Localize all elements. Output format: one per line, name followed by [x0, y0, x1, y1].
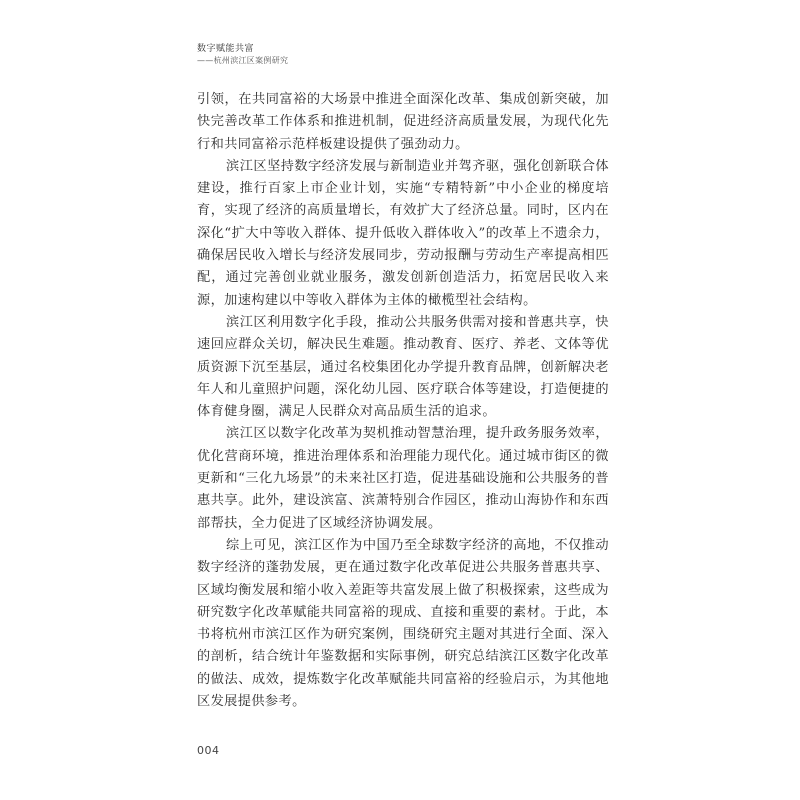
body-text [197, 89, 609, 713]
running-header [197, 44, 497, 66]
page-number: 004 [197, 744, 220, 757]
header-title: 数字赋能共富 [197, 44, 255, 54]
header-subtitle: ——杭州滨江区案例研究 [197, 56, 289, 65]
paragraph: 滨江区以数字化改革为契机推动智慧治理，提升政务服务效率，优化营商环境，推进治理体系和治理能力现代化。通过城市街区的微更新和“三化九场景”的未来社区打造，促进基础设施和公共服务的普惠共享。此外，建设滨富、滨萧特别合作园区，推动山海协作和东西部帮扶，全力促进了区域经济协调发展。 [197, 426, 609, 531]
paragraph-continued: 引领，在共同富裕的大场景中推进全面深化改革、集成创新突破，加快完善改革工作体系和推进机制，促进经济高质量发展，为现代化先行和共同富裕示范样板建设提供了强劲动力。 [197, 92, 609, 152]
paragraph: 综上可见，滨江区作为中国乃至全球数字经济的高地，不仅推动数字经济的蓬勃发展，更在通过数字化改革促进公共服务普惠共享、区域均衡发展和缩小收入差距等共富发展上做了积极探索，这些成为研究数字化改革赋能共同富裕的现成、直接和重要的素材。于此，本书将杭州市滨江区作为研究案例，围绕研究主题对其进行全面、深入的剖析，结合统计年鉴数据和实际事例，研究总结滨江区数字化改革的做法、成效，提炼数字化改革赋能共同富裕的经验启示，为其他地区发展提供参考。 [197, 537, 609, 710]
paragraph: 滨江区坚持数字经济发展与新制造业并驾齐驱，强化创新联合体建设，推行百家上市企业计划，实施“专精特新”中小企业的梯度培育，实现了经济的高质量增长，有效扩大了经济总量。同时，区内在深化“扩大中等收入群体、提升低收入群体收入”的改革上不遗余力，确保居民收入增长与经济发展同步，劳动报酬与劳动生产率提高相匹配，通过完善创业就业服务，激发创新创造活力，拓宽居民收入来源，加速构建以中等收入群体为主体的橄榄型社会结构。 [197, 158, 609, 308]
paragraph: 滨江区利用数字化手段，推动公共服务供需对接和普惠共享，快速回应群众关切，解决民生难题。推动教育、医疗、养老、文体等优质资源下沉至基层，通过名校集团化办学提升教育品牌，创新解决老年人和儿童照护问题，深化幼儿园、医疗联合体等建设，打造便捷的体育健身圈，满足人民群众对高品质生活的追求。 [197, 314, 609, 420]
